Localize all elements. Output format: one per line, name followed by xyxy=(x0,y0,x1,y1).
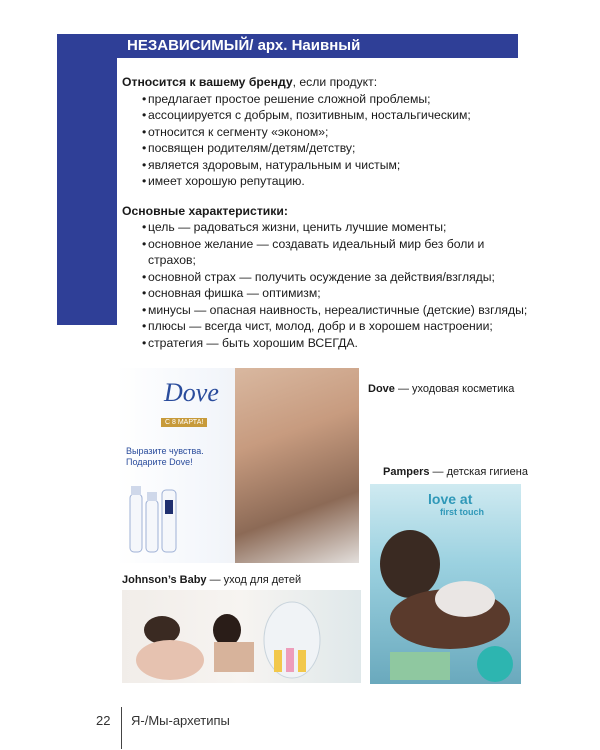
dove-slogan-line2: Подарите Dove! xyxy=(126,457,193,467)
list-item: • стратегия — быть хорошим ВСЕГДА. xyxy=(122,335,532,352)
dove-ad-image xyxy=(117,368,359,563)
couple-photo xyxy=(235,368,359,563)
section1-list xyxy=(122,91,532,190)
list-item: • является здоровым, натуральным и чистым; xyxy=(122,157,532,174)
list-item: • основная фишка — оптимизм; xyxy=(122,285,532,302)
list-item: • посвящен родителям/детям/детству; xyxy=(122,140,532,157)
bath-scene-illustration xyxy=(122,590,361,683)
list-item: • цель — радоваться жизни, ценить лучшие моменты; xyxy=(122,219,532,236)
pampers-subheadline: first touch xyxy=(440,507,484,517)
section1-title xyxy=(122,74,532,91)
mother-baby-illustration xyxy=(370,524,521,684)
johnson-caption xyxy=(122,574,301,586)
list-item: • плюсы — всегда чист, молод, добр и в хорошем настроении; xyxy=(122,318,532,335)
pampers-ad-image xyxy=(370,484,521,684)
section1-title-rest: , если продукт: xyxy=(292,75,378,89)
side-accent-bar xyxy=(57,34,117,325)
list-item: • минусы — опасная наивность, нереалистичные (детские) взгляды; xyxy=(122,302,532,319)
main-text xyxy=(122,74,532,351)
dove-caption-brand: Dove xyxy=(368,383,395,395)
section1-title-bold: Относится к вашему бренду xyxy=(122,75,293,89)
dove-tag: С 8 МАРТА! xyxy=(161,418,207,427)
johnson-caption-desc: — уход для детей xyxy=(206,574,302,586)
section2-list xyxy=(122,219,532,351)
johnson-ad-image xyxy=(122,590,361,683)
running-title: Я-/Мы-архетипы xyxy=(131,713,230,728)
dove-bottles-illustration xyxy=(127,480,182,555)
pampers-caption xyxy=(383,466,528,478)
list-item: • основной страх — получить осуждение за действия/взгляды; xyxy=(122,269,532,286)
list-item: • основное желание — создавать идеальный мир без боли и страхов; xyxy=(122,236,532,269)
dove-slogan xyxy=(126,446,204,468)
page-header: НЕЗАВИСИМЫЙ/ арх. Наивный xyxy=(117,34,518,58)
dove-caption-desc: — уходовая косметика xyxy=(394,383,515,395)
dove-logo: Dove xyxy=(164,378,219,407)
pampers-caption-desc: — детская гигиена xyxy=(429,466,528,478)
dove-slogan-line1: Выразите чувства. xyxy=(126,446,204,456)
section2-title: Основные характеристики: xyxy=(122,203,288,218)
list-item: • ассоциируется с добрым, позитивным, ностальгическим; xyxy=(122,107,532,124)
list-item: • предлагает простое решение сложной проблемы; xyxy=(122,91,532,108)
pampers-caption-brand: Pampers xyxy=(383,466,430,478)
page-number: 22 xyxy=(96,713,111,728)
footer-divider xyxy=(121,707,122,749)
list-item: • имеет хорошую репутацию. xyxy=(122,173,532,190)
johnson-caption-brand: Johnson’s Baby xyxy=(122,574,207,586)
dove-caption xyxy=(368,383,514,395)
pampers-headline: love at xyxy=(428,491,473,507)
list-item: • относится к сегменту «эконом»; xyxy=(122,124,532,141)
